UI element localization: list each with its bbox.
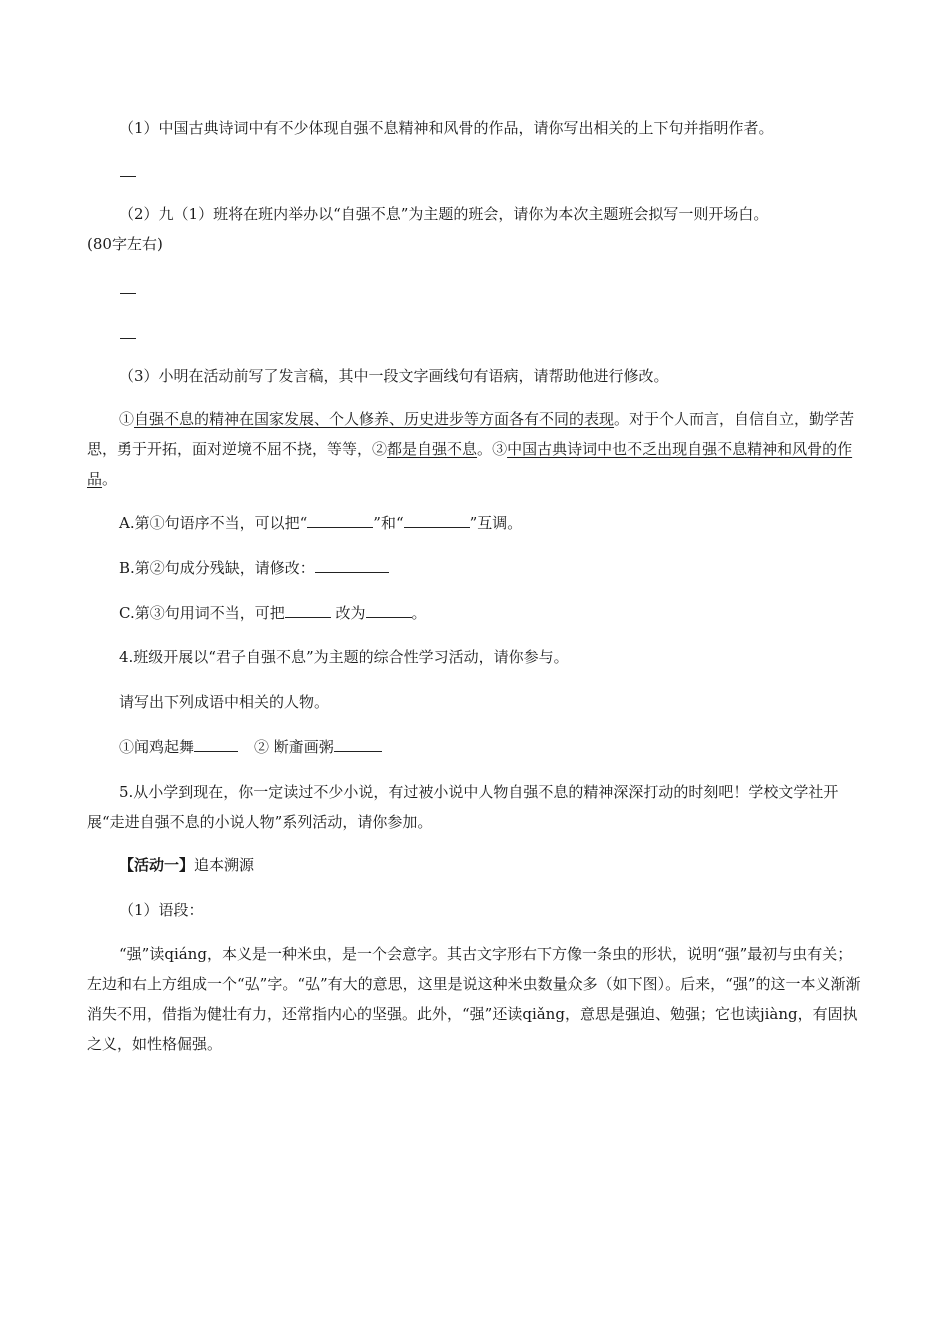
passage-middle: 。对于个人而言，自信自立，勤学苦思，勇于开拓，面对逆境不屈不挠，等等， xyxy=(87,410,855,458)
sentence-2-number: ② xyxy=(372,440,388,458)
speech-passage xyxy=(87,404,862,494)
sentence-2-underlined: 都是自强不息 xyxy=(387,440,478,458)
answer-line-3 xyxy=(120,338,136,339)
option-c-blank-1[interactable] xyxy=(285,602,331,618)
question-4-items xyxy=(87,732,862,762)
activity-1-label: 【活动一】 xyxy=(119,856,195,874)
idiom-2: ② 断齑画粥 xyxy=(254,738,334,756)
sub-question-1: （1）语段： xyxy=(119,901,204,919)
passage-middle-2: 。 xyxy=(477,440,493,458)
question-1-1: （1）中国古典诗词中有不少体现自强不息精神和风骨的作品，请你写出相关的上下句并指明作者。 xyxy=(119,119,774,137)
question-1-3: （3）小明在活动前写了发言稿，其中一段文字画线句有语病，请帮助他进行修改。 xyxy=(119,367,669,385)
option-c-text-1: C.第③句用词不当，可把 xyxy=(119,604,285,622)
question-1-2-line2: (80字左右) xyxy=(87,235,163,253)
sentence-3-underlined: 中国古典诗词中也不乏出现自强不息精神和风骨的作品 xyxy=(87,440,853,488)
option-b xyxy=(87,553,862,583)
answer-line-1 xyxy=(120,176,136,177)
option-b-text: B.第②句成分残缺，请修改： xyxy=(119,559,315,577)
etymology-passage: “强”读qiáng，本义是一种米虫，是一个会意字。其古文字形右下方像一条虫的形状，说明“强”最初与虫有关；左边和右上方组成一个“弘”字。“弘”有大的意思，这里是说这种米虫数量众多（如下图）。后来，“强”的这一本义渐渐消失不用，借指为健壮有力，还常指内心的坚强。此外，“强”还读qiǎng，意思是强迫、勉强；它也读jiàng，有固执之义，如性格倔强。 xyxy=(87,945,861,1053)
option-c xyxy=(87,598,862,628)
option-a xyxy=(87,508,862,538)
answer-line-2 xyxy=(120,293,136,294)
option-b-blank[interactable] xyxy=(315,557,389,573)
option-c-text-3: 。 xyxy=(411,604,427,622)
sentence-1-underlined: 自强不息的精神在国家发展、个人修养、历史进步等方面各有不同的表现 xyxy=(134,410,615,428)
question-1-2-line1: （2）九（1）班将在班内举办以“自强不息”为主题的班会，请你为本次主题班会拟写一则开场白。 xyxy=(119,205,769,223)
option-a-blank-2[interactable] xyxy=(404,512,470,528)
option-a-text-2: ”和“ xyxy=(373,514,404,532)
passage-end: 。 xyxy=(102,470,118,488)
idiom-2-blank[interactable] xyxy=(334,736,382,752)
question-4-instruction: 请写出下列成语中相关的人物。 xyxy=(119,693,330,711)
question-4: 4.班级开展以“君子自强不息”为主题的综合性学习活动，请你参与。 xyxy=(119,648,569,666)
idiom-1-blank[interactable] xyxy=(194,736,238,752)
idiom-1: ①闻鸡起舞 xyxy=(119,738,195,756)
option-c-blank-2[interactable] xyxy=(366,602,412,618)
option-c-text-2: 改为 xyxy=(330,604,366,622)
activity-1-title: 追本溯源 xyxy=(194,856,255,874)
sentence-3-number: ③ xyxy=(492,440,508,458)
question-5: 5.从小学到现在，你一定读过不少小说，有过被小说中人物自强不息的精神深深打动的时刻吧！学校文学社开展“走进自强不息的小说人物”系列活动，请你参加。 xyxy=(87,783,839,831)
option-a-text-3: ”互调。 xyxy=(469,514,523,532)
sentence-1-number: ① xyxy=(119,410,135,428)
activity-1-heading xyxy=(87,850,862,880)
option-a-text-1: A.第①句语序不当，可以把“ xyxy=(119,514,308,532)
option-a-blank-1[interactable] xyxy=(307,512,373,528)
question-1-2 xyxy=(87,199,862,259)
